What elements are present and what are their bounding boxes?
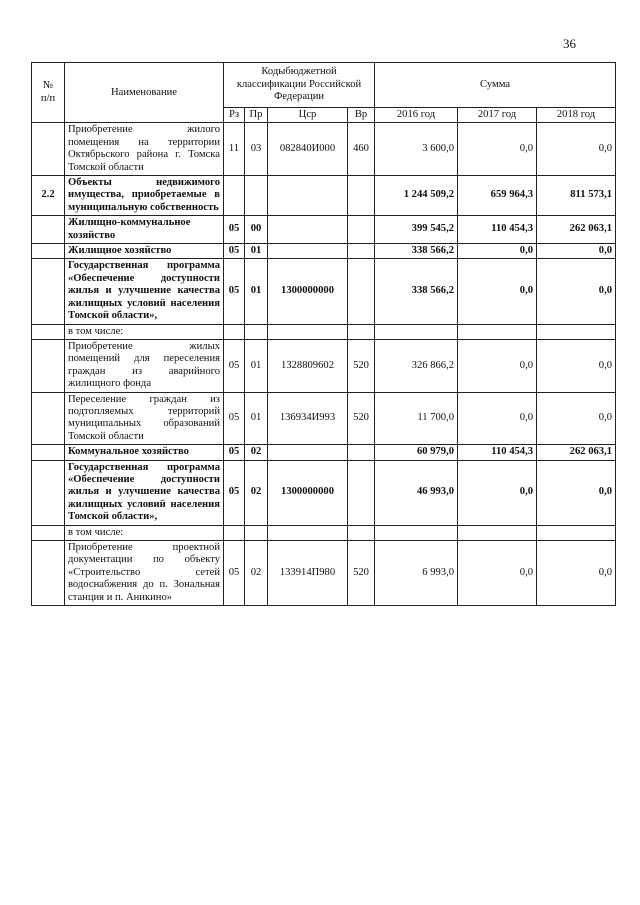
table-body [32,123,616,606]
table-row [32,123,616,176]
row-sum-2017: 0,0 [458,339,537,392]
budget-table [31,62,616,606]
table-row [32,244,616,259]
row-name: Объекты недвижимого имущества, приобретаемые в муниципальную собственность [65,176,224,216]
row-name: Приобретение жилых помещений для переселения граждан из аварийного жилищного фонда [65,339,224,392]
row-num [32,324,65,339]
header-name: Наименование [65,63,224,123]
row-num [32,525,65,540]
row-pr: 03 [245,123,268,176]
row-num [32,339,65,392]
row-sum-2017: 110 454,3 [458,445,537,460]
row-sum-2016: 11 700,0 [375,392,458,445]
row-sum-2016: 1 244 509,2 [375,176,458,216]
table-row [32,259,616,324]
row-name: Жилищно-коммунальное хозяйство [65,216,224,244]
header-vr: Вр [348,108,375,123]
row-rz: 05 [224,216,245,244]
row-rz [224,525,245,540]
row-sum-2017: 0,0 [458,123,537,176]
row-sum-2016: 60 979,0 [375,445,458,460]
row-sum-2016: 338 566,2 [375,259,458,324]
header-rz: Рз [224,108,245,123]
row-name: Государственная программа «Обеспечение доступности жилья и улучшение качества жилищных условий населения Томской области», [65,259,224,324]
row-csr [268,244,348,259]
table-row [32,445,616,460]
row-csr: 136934И993 [268,392,348,445]
row-pr: 01 [245,244,268,259]
table-row [32,324,616,339]
row-pr [245,525,268,540]
row-pr: 02 [245,445,268,460]
row-vr [348,324,375,339]
row-pr: 01 [245,392,268,445]
table-row [32,525,616,540]
row-csr [268,216,348,244]
row-pr: 00 [245,216,268,244]
row-pr: 02 [245,541,268,606]
row-vr: 520 [348,392,375,445]
row-sum-2018: 0,0 [537,244,616,259]
row-vr: 460 [348,123,375,176]
header-2016: 2016 год [375,108,458,123]
header-num: № п/п [32,63,65,123]
row-sum-2017: 659 964,3 [458,176,537,216]
header-codes: Кодыбюджетной классификации Российской Федерации [224,63,375,108]
row-csr [268,445,348,460]
table-row [32,460,616,525]
row-sum-2016: 46 993,0 [375,460,458,525]
row-sum-2017: 110 454,3 [458,216,537,244]
row-sum-2017: 0,0 [458,460,537,525]
row-num [32,259,65,324]
table-row [32,339,616,392]
header-sum: Сумма [375,63,616,108]
row-vr [348,176,375,216]
row-sum-2017 [458,324,537,339]
row-sum-2018: 0,0 [537,123,616,176]
row-sum-2016: 338 566,2 [375,244,458,259]
row-csr: 082840И000 [268,123,348,176]
row-vr: 520 [348,541,375,606]
row-rz [224,324,245,339]
table-header [32,63,616,123]
row-sum-2018 [537,525,616,540]
row-sum-2016 [375,324,458,339]
row-vr [348,259,375,324]
header-2018: 2018 год [537,108,616,123]
row-name: в том числе: [65,525,224,540]
row-sum-2018: 0,0 [537,392,616,445]
row-csr [268,324,348,339]
row-rz: 05 [224,259,245,324]
row-sum-2018 [537,324,616,339]
row-sum-2018: 0,0 [537,460,616,525]
row-vr [348,525,375,540]
row-sum-2016: 326 866,2 [375,339,458,392]
row-sum-2018: 0,0 [537,541,616,606]
row-sum-2017: 0,0 [458,244,537,259]
row-sum-2018: 262 063,1 [537,216,616,244]
row-num [32,216,65,244]
row-name: в том числе: [65,324,224,339]
row-csr: 1328809602 [268,339,348,392]
row-sum-2018: 811 573,1 [537,176,616,216]
row-sum-2018: 0,0 [537,259,616,324]
row-rz: 05 [224,445,245,460]
row-vr [348,445,375,460]
row-num [32,541,65,606]
row-csr [268,525,348,540]
row-num: 2.2 [32,176,65,216]
row-rz: 05 [224,244,245,259]
row-sum-2018: 0,0 [537,339,616,392]
row-sum-2016: 3 600,0 [375,123,458,176]
row-pr [245,176,268,216]
row-csr: 1300000000 [268,460,348,525]
row-rz: 05 [224,392,245,445]
row-sum-2017: 0,0 [458,392,537,445]
row-pr [245,324,268,339]
row-vr [348,244,375,259]
row-sum-2018: 262 063,1 [537,445,616,460]
row-num [32,392,65,445]
row-name: Переселение граждан из подтопляемых территорий муниципальных образований Томской области [65,392,224,445]
row-pr: 02 [245,460,268,525]
row-name: Приобретение жилого помещения на территории Октябрьского района г. Томска Томской области [65,123,224,176]
row-sum-2017 [458,525,537,540]
table-row [32,176,616,216]
row-pr: 01 [245,339,268,392]
header-2017: 2017 год [458,108,537,123]
row-rz: 05 [224,460,245,525]
row-name: Жилищное хозяйство [65,244,224,259]
row-sum-2016: 6 993,0 [375,541,458,606]
row-vr [348,460,375,525]
header-csr: Цср [268,108,348,123]
row-csr: 133914П980 [268,541,348,606]
row-sum-2016 [375,525,458,540]
row-rz: 05 [224,541,245,606]
row-rz: 11 [224,123,245,176]
row-name: Коммунальное хозяйство [65,445,224,460]
row-name: Приобретение проектной документации по объекту «Строительство сетей водоснабжения до п. Зональная станция и п. Аникино» [65,541,224,606]
row-num [32,445,65,460]
row-name: Государственная программа «Обеспечение доступности жилья и улучшение качества жилищных условий населения Томской области», [65,460,224,525]
row-sum-2017: 0,0 [458,259,537,324]
row-sum-2016: 399 545,2 [375,216,458,244]
page-number: 36 [563,36,576,51]
row-num [32,244,65,259]
row-csr [268,176,348,216]
row-vr [348,216,375,244]
row-num [32,460,65,525]
row-sum-2017: 0,0 [458,541,537,606]
table-row [32,392,616,445]
row-pr: 01 [245,259,268,324]
row-csr: 1300000000 [268,259,348,324]
table-row [32,541,616,606]
header-pr: Пр [245,108,268,123]
table-row [32,216,616,244]
row-rz: 05 [224,339,245,392]
row-num [32,123,65,176]
row-rz [224,176,245,216]
row-vr: 520 [348,339,375,392]
